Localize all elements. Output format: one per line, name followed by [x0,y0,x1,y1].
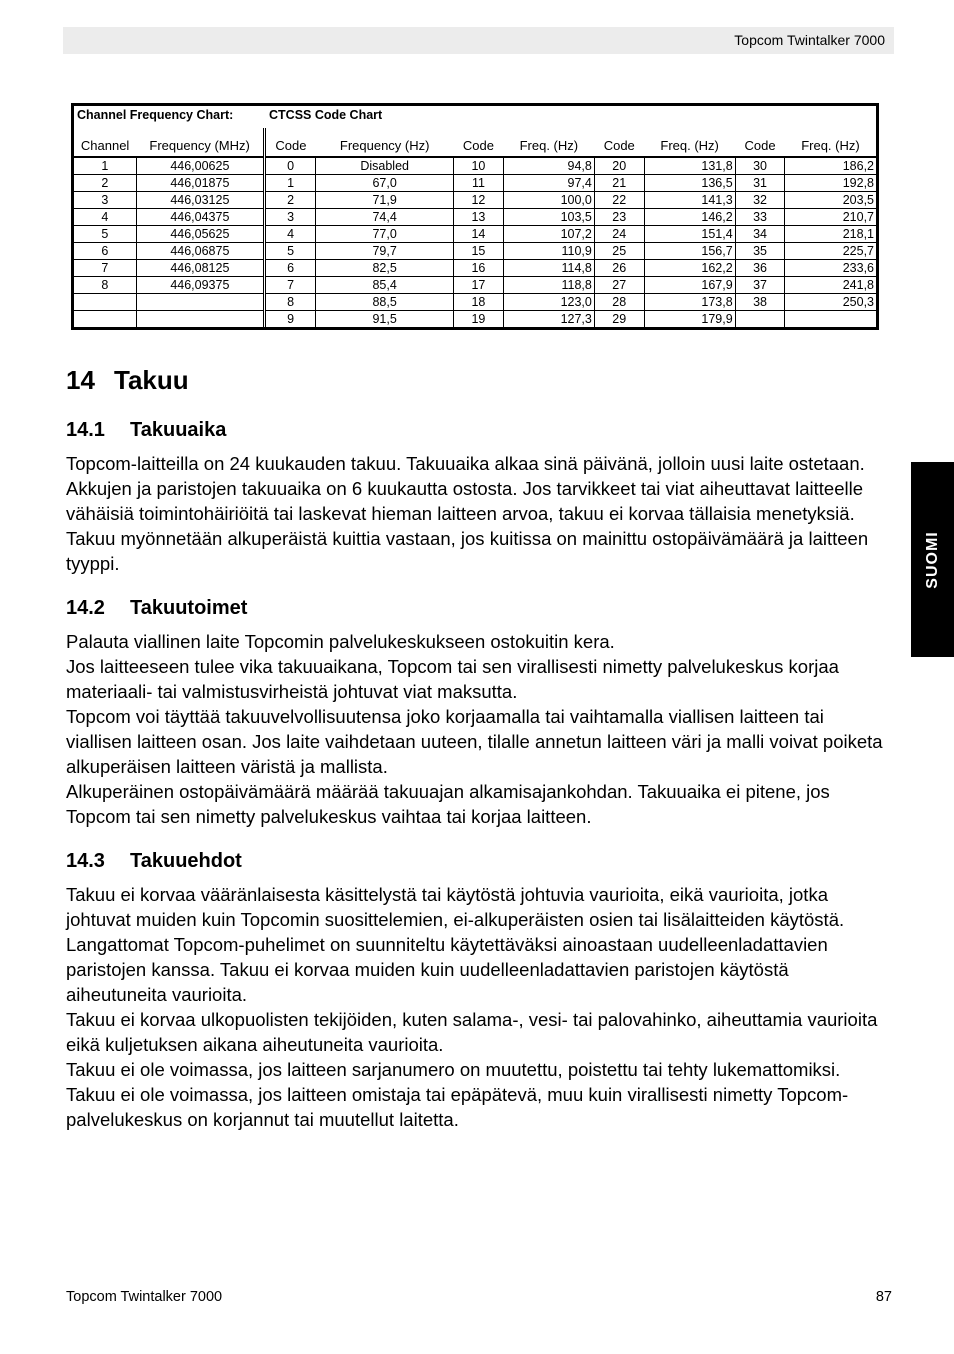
table-cell [785,311,876,328]
table-row [74,209,265,226]
table-row [266,277,876,294]
table-cell [136,311,264,328]
subsection-heading [66,839,892,882]
table-cell: 91,5 [316,311,454,328]
ctcss-table-caption: CTCSS Code Chart [269,108,383,122]
table-cell: 167,9 [644,277,735,294]
table-row [74,311,265,328]
table-cell: 446,04375 [136,209,264,226]
table-header: Code [454,128,504,157]
table-cell: 88,5 [316,294,454,311]
footer-product: Topcom Twintalker 7000 [66,1289,223,1305]
table-cell: 151,4 [644,226,735,243]
table-cell: 250,3 [785,294,876,311]
table-cell: 100,0 [503,192,594,209]
paragraph: Takuu ei korvaa vääränlaisesta käsittelystä tai käytöstä johtuvia vaurioita, eikä vaurioita, jotka johtuvat muiden kuin Topcomin suosittelemien, ei-alkuperäisten osien tai lisälaitteiden käytöstä. [66,884,845,930]
table-row [74,157,265,175]
table-cell: 118,8 [503,277,594,294]
table-cell: 97,4 [503,175,594,192]
table-cell: 446,08125 [136,260,264,277]
paragraph: Takuu ei ole voimassa, jos laitteen omistaja tai epäpätevä, muu kuin virallisesti nimetty Topcom-palvelukeskus on korjannut tai muutellut laitetta. [66,1084,849,1130]
table-cell: 110,9 [503,243,594,260]
table-cell: 0 [266,157,316,175]
table-header: Freq. (Hz) [785,128,876,157]
subsection-heading [66,408,892,451]
side-tab-label: SUOMI [923,530,941,589]
table-cell: 19 [454,311,504,328]
table-cell: 446,09375 [136,277,264,294]
table-cell: 25 [594,243,644,260]
paragraph: Palauta viallinen laite Topcomin palvelukeskukseen ostokuitin kera. [66,631,615,652]
table-cell: 446,05625 [136,226,264,243]
table-row [266,226,876,243]
table-header: Freq. (Hz) [503,128,594,157]
table-cell: 446,00625 [136,157,264,175]
subsections [66,408,892,1142]
section-number: 14 [66,365,95,395]
table-row [74,243,265,260]
table-cell: 12 [454,192,504,209]
table-cell: 9 [266,311,316,328]
table-row [266,157,876,175]
table-cell: 7 [266,277,316,294]
table-cell: 446,03125 [136,192,264,209]
subsection-number: 14.2 [66,597,105,619]
table-cell: 446,06875 [136,243,264,260]
paragraph: Topcom voi täyttää takuuvelvollisuutensa joko korjaamalla tai vaihtamalla viallisen laitteen tai viallisen laitteen osan. Jos laite vaihdetaan uuteen, tilalle annetun laitteen väri ja malli voivat poiketa alkuperäisen laitteen väristä ja mallista. [66,706,883,777]
table-cell: 23 [594,209,644,226]
table-header: Code [735,128,785,157]
table-row [74,277,265,294]
table-row [74,260,265,277]
table-cell: 173,8 [644,294,735,311]
paragraph: Alkuperäinen ostopäivämäärä määrää takuuajan alkamisajankohdan. Takuuaika ei pitene, jos Topcom tai sen nimetty palvelukeskus vaihtaa tai korjaa laitteen. [66,781,830,827]
table-cell: 5 [74,226,136,243]
table-row [266,311,876,328]
table-cell: 67,0 [316,175,454,192]
table-cell: 82,5 [316,260,454,277]
table-cell: 33 [735,209,785,226]
table-cell: 3 [266,209,316,226]
table-cell: 10 [454,157,504,175]
table-cell: 103,5 [503,209,594,226]
table-cell: 32 [735,192,785,209]
table-header: Frequency (Hz) [316,128,454,157]
table-cell: 74,4 [316,209,454,226]
table-row [266,243,876,260]
table-cell: Disabled [316,157,454,175]
table-cell: 203,5 [785,192,876,209]
table-cell: 241,8 [785,277,876,294]
table-cell: 79,7 [316,243,454,260]
table-row [74,226,265,243]
table-cell: 4 [74,209,136,226]
table-cell: 18 [454,294,504,311]
table-cell: 8 [266,294,316,311]
table-cell: 114,8 [503,260,594,277]
table-cell: 71,9 [316,192,454,209]
table-cell: 162,2 [644,260,735,277]
table-cell [136,294,264,311]
channel-frequency-table [74,106,266,327]
table-header: Code [594,128,644,157]
table-cell: 6 [74,243,136,260]
table-cell: 218,1 [785,226,876,243]
table-cell: 35 [735,243,785,260]
table-cell: 1 [266,175,316,192]
table-cell: 14 [454,226,504,243]
table-row [266,192,876,209]
table-cell: 2 [266,192,316,209]
table-cell: 156,7 [644,243,735,260]
table-cell: 22 [594,192,644,209]
table-cell [735,311,785,328]
table-row [74,175,265,192]
table-cell: 210,7 [785,209,876,226]
header-title: Topcom Twintalker 7000 [734,32,885,48]
table-cell: 36 [735,260,785,277]
table-cell: 192,8 [785,175,876,192]
table-cell: 1 [74,157,136,175]
table-cell: 27 [594,277,644,294]
subsection-number: 14.1 [66,419,105,441]
table-cell: 15 [454,243,504,260]
table-cell: 2 [74,175,136,192]
table-header: Frequency (MHz) [136,128,264,157]
table-cell: 26 [594,260,644,277]
table-cell: 123,0 [503,294,594,311]
table-cell: 17 [454,277,504,294]
table-cell [74,294,136,311]
paragraph: Takuu myönnetään alkuperäistä kuittia vastaan, jos kuitissa on mainittu ostopäivämäärä ja laitteen tyyppi. [66,528,869,574]
page-header [63,27,894,54]
table-cell: 13 [454,209,504,226]
paragraph: Langattomat Topcom-puhelimet on suunniteltu käytettäväksi ainoastaan uudelleenladattavien paristojen kanssa. Takuu ei korvaa muiden kuin uudelleenladattavien paristojen käytöstä aiheutuneita vaurioita. [66,934,828,1005]
paragraph: Takuu ei ole voimassa, jos laitteen sarjanumero on muutettu, poistettu tai tehty lukemattomiksi. [66,1059,841,1080]
table-cell: 4 [266,226,316,243]
table-cell: 141,3 [644,192,735,209]
subsection-title: Takuutoimet [130,597,248,619]
subsection-title: Takuuehdot [130,850,242,872]
subsection-title: Takuuaika [130,419,227,441]
subsection-number: 14.3 [66,850,105,872]
ctcss-code-table [266,106,876,327]
table-cell: 85,4 [316,277,454,294]
language-side-tab [911,462,954,657]
table-row [74,192,265,209]
section-heading [66,364,892,408]
subsection-heading [66,586,892,629]
table-cell [74,311,136,328]
table-cell: 16 [454,260,504,277]
table-row [266,209,876,226]
table-cell: 136,5 [644,175,735,192]
table-row [74,294,265,311]
table-cell: 6 [266,260,316,277]
paragraph: Topcom-laitteilla on 24 kuukauden takuu. Takuuaika alkaa sinä päivänä, jolloin uusi laite ostetaan. Akkujen ja paristojen takuuaika on 6 kuukautta ostosta. Jos tarvikkeet tai viat aiheuttavat laitteelle vähäisiä toimintohäiriöitä tai laskevat hieman laitteen arvoa, takuu ei korvaa tällaisia menetyksiä. [66,453,865,524]
paragraph: Takuu ei korvaa ulkopuolisten tekijöiden, kuten salama-, vesi- tai palovahinko, aiheuttamia vaurioita eikä kuljetuksen aikana aiheutuneita vaurioita. [66,1009,878,1055]
table-cell: 34 [735,226,785,243]
table-cell: 225,7 [785,243,876,260]
table-header: Channel [74,128,136,157]
table-header: Freq. (Hz) [644,128,735,157]
table-cell: 37 [735,277,785,294]
table-cell: 7 [74,260,136,277]
paragraph: Jos laitteeseen tulee vika takuuaikana, Topcom tai sen virallisesti nimetty palvelukeskus korjaa materiaali- tai valmistusvirheistä johtuvat viat maksutta. [66,656,839,702]
table-cell: 8 [74,277,136,294]
table-cell: 38 [735,294,785,311]
table-cell: 24 [594,226,644,243]
table-cell: 77,0 [316,226,454,243]
table-cell: 127,3 [503,311,594,328]
section-title: Takuu [114,365,189,395]
table-cell: 107,2 [503,226,594,243]
frequency-tables [71,103,879,330]
table-cell: 179,9 [644,311,735,328]
table-cell: 21 [594,175,644,192]
table-cell: 233,6 [785,260,876,277]
table-row [266,260,876,277]
channel-table-caption: Channel Frequency Chart: [77,108,234,122]
table-cell: 446,01875 [136,175,264,192]
table-cell: 186,2 [785,157,876,175]
table-header: Code [266,128,316,157]
main-content [66,364,892,1142]
table-cell: 146,2 [644,209,735,226]
table-cell: 11 [454,175,504,192]
table-cell: 5 [266,243,316,260]
table-cell: 20 [594,157,644,175]
table-row [266,175,876,192]
table-cell: 94,8 [503,157,594,175]
table-cell: 29 [594,311,644,328]
table-row [266,294,876,311]
table-cell: 31 [735,175,785,192]
table-cell: 28 [594,294,644,311]
table-cell: 3 [74,192,136,209]
table-cell: 131,8 [644,157,735,175]
footer-page-number: 87 [875,1289,892,1305]
table-cell: 30 [735,157,785,175]
